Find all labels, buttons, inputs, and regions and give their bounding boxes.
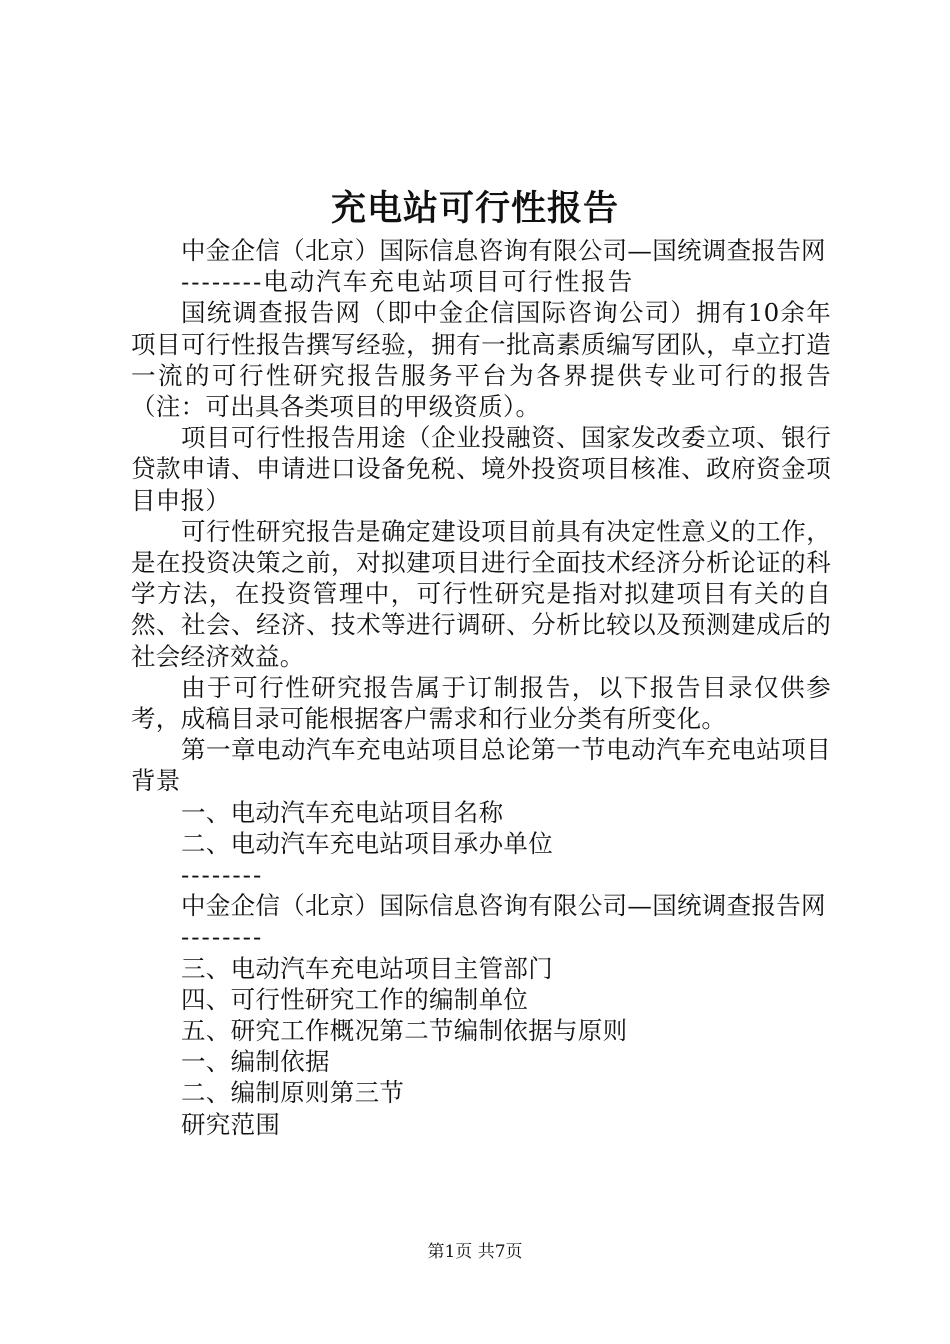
paragraph: 四、可行性研究工作的编制单位 <box>181 984 529 1014</box>
paragraph: 国统调查报告网（即中金企信国际咨询公司）拥有10余年项目可行性报告撰写经验，拥有一批高素质编写团队，卓立打造一流的可行性研究报告服务平台为各界提供专业可行的报告（注：可出具各类项目的甲级资质）。 <box>131 298 831 422</box>
paragraph: 二、电动汽车充电站项目承办单位 <box>181 828 553 858</box>
paragraph: 一、编制依据 <box>181 1047 330 1077</box>
paragraph: 二、编制原则第三节 <box>181 1078 405 1108</box>
document-title: 充电站可行性报告 <box>330 188 619 229</box>
separator-line: -------- <box>181 922 264 952</box>
paragraph: 由于可行性研究报告属于订制报告，以下报告目录仅供参考，成稿目录可能根据客户需求和行业分类有所变化。 <box>131 672 831 734</box>
separator-line: -------- <box>181 860 264 890</box>
paragraph: 一、电动汽车充电站项目名称 <box>181 797 504 827</box>
document-body <box>131 235 831 1140</box>
page-footer: 第1页 共7页 <box>427 1242 523 1262</box>
paragraph: 五、研究工作概况第二节编制依据与原则 <box>181 1016 628 1046</box>
paragraph: 项目可行性报告用途（企业投融资、国家发改委立项、银行贷款申请、申请进口设备免税、境外投资项目核准、政府资金项目申报） <box>131 423 831 515</box>
paragraph: 中金企信（北京）国际信息咨询有限公司—国统调查报告网 <box>181 236 826 265</box>
paragraph: 研究范围 <box>181 1109 281 1139</box>
paragraph: 第一章电动汽车充电站项目总论第一节电动汽车充电站项目背景 <box>131 735 831 796</box>
paragraph: 可行性研究报告是确定建设项目前具有决定性意义的工作，是在投资决策之前，对拟建项目进行全面技术经济分析论证的科学方法，在投资管理中，可行性研究是指对拟建项目有关的自然、社会、经济、技术等进行调研、分析比较以及预测建成后的社会经济效益。 <box>131 516 831 671</box>
paragraph: 中金企信（北京）国际信息咨询有限公司—国统调查报告网 <box>181 891 826 921</box>
paragraph: 三、电动汽车充电站项目主管部门 <box>181 953 553 983</box>
paragraph: --------电动汽车充电站项目可行性报告 <box>181 267 635 297</box>
